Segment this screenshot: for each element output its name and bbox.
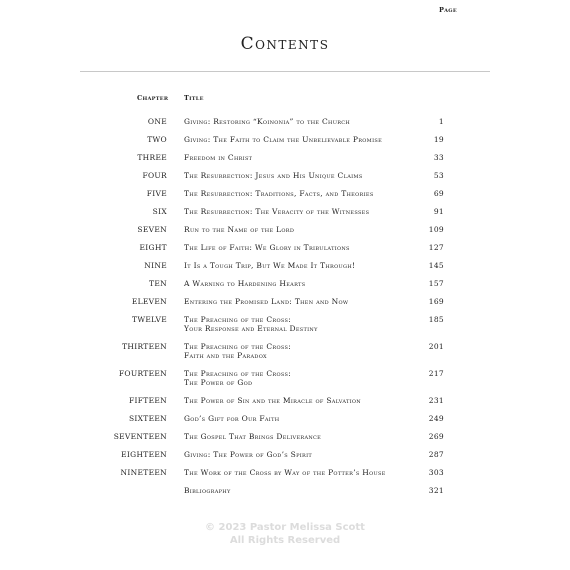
toc-entry <box>0 390 570 408</box>
toc-entry <box>0 408 570 426</box>
chapter-title-line: Freedom in Christ <box>184 153 253 162</box>
page-column-header: Page <box>438 6 457 14</box>
page-number: 127 <box>428 243 444 252</box>
chapter-title-line: Your Response and Eternal Destiny <box>184 324 318 333</box>
chapter-number: SEVEN <box>137 225 167 234</box>
chapter-title <box>184 450 424 459</box>
chapter-number: ONE <box>147 117 167 126</box>
toc-entry <box>0 201 570 219</box>
chapter-title-line: Giving: Restoring “Koinonia” to the Church <box>184 117 351 126</box>
toc-entry <box>0 183 570 201</box>
chapter-title-line: Entering the Promised Land: Then and Now <box>184 297 349 306</box>
chapter-title-line: Faith and the Paradox <box>184 351 267 360</box>
title-divider <box>80 71 490 72</box>
chapter-title-line: The Resurrection: The Veracity of the Witnesses <box>184 207 370 216</box>
chapter-title <box>184 153 424 162</box>
chapter-title <box>184 468 424 477</box>
chapter-title <box>184 225 424 234</box>
page-number: 287 <box>428 450 444 459</box>
chapter-title-line: The Gospel That Brings Deliverance <box>184 432 322 441</box>
toc-entry <box>0 309 570 336</box>
chapter-title-line: The Life of Faith: We Glory in Tribulations <box>184 243 350 252</box>
page-number: 1 <box>438 117 444 126</box>
chapter-column-header: Chapter <box>137 94 169 102</box>
page-number: 249 <box>428 414 444 423</box>
page-number: 69 <box>433 189 444 198</box>
chapter-title-line: Run to the Name of the Lord <box>184 225 295 234</box>
chapter-title-line: Giving: The Power of God’s Spirit <box>184 450 313 459</box>
chapter-title <box>184 315 424 333</box>
chapter-title-line: The Resurrection: Traditions, Facts, and Theories <box>184 189 374 198</box>
chapter-title <box>184 117 424 126</box>
toc-entry <box>0 426 570 444</box>
chapter-title <box>184 207 424 216</box>
toc-entry <box>0 237 570 255</box>
toc-entry <box>0 273 570 291</box>
chapter-title-line: The Preaching of the Cross: <box>184 342 292 351</box>
title-column-header: Title <box>184 94 204 102</box>
chapter-title-line: Bibliography <box>184 486 231 495</box>
chapter-number: EIGHTEEN <box>121 450 167 459</box>
page-number: 303 <box>428 468 444 477</box>
chapter-number: TEN <box>149 279 167 288</box>
chapter-title <box>184 261 424 270</box>
chapter-number: SEVENTEEN <box>113 432 167 441</box>
toc-entry <box>0 165 570 183</box>
toc-entry <box>0 444 570 462</box>
page-number: 169 <box>428 297 444 306</box>
page-number: 145 <box>428 261 444 270</box>
page-number: 91 <box>433 207 444 216</box>
chapter-number: NINE <box>144 261 167 270</box>
chapter-title-line: Giving: The Faith to Claim the Unbelievable Promise <box>184 135 383 144</box>
chapter-number: TWELVE <box>132 315 167 324</box>
chapter-number: NINETEEN <box>120 468 167 477</box>
chapter-title-line: The Preaching of the Cross: <box>184 315 292 324</box>
chapter-title <box>184 297 424 306</box>
chapter-number: ELEVEN <box>131 297 167 306</box>
toc-entry <box>0 147 570 165</box>
chapter-number: FOURTEEN <box>118 369 167 378</box>
chapter-title <box>184 279 424 288</box>
page-number: 231 <box>428 396 444 405</box>
toc-entry <box>0 219 570 237</box>
chapter-number: SIXTEEN <box>128 414 167 423</box>
chapter-number: EIGHT <box>139 243 167 252</box>
page-number: 109 <box>428 225 444 234</box>
chapter-title-line: A Warning to Hardening Hearts <box>184 279 306 288</box>
page-number: 321 <box>428 486 444 495</box>
chapter-title <box>184 369 424 387</box>
chapter-title <box>184 414 424 423</box>
page-number: 217 <box>428 369 444 378</box>
toc-entry <box>0 336 570 363</box>
chapter-title-line: The Resurrection: Jesus and His Unique Claims <box>184 171 363 180</box>
page-number: 19 <box>433 135 444 144</box>
chapter-title <box>184 486 424 495</box>
chapter-number: SIX <box>152 207 167 216</box>
chapter-title-line: The Power of God <box>184 378 253 387</box>
page-number: 185 <box>428 315 444 324</box>
chapter-title-line: It Is a Tough Trip, But We Made It Through! <box>184 261 356 270</box>
toc-entry <box>0 291 570 309</box>
chapter-title-line: The Preaching of the Cross: <box>184 369 292 378</box>
chapter-number: FIFTEEN <box>129 396 167 405</box>
chapter-title <box>184 189 424 198</box>
toc-entry <box>0 462 570 480</box>
toc-entry <box>0 480 570 498</box>
rights-watermark: All Rights Reserved <box>229 535 341 546</box>
page-title: Contents <box>240 34 330 54</box>
chapter-number: THREE <box>137 153 167 162</box>
page-number: 33 <box>433 153 444 162</box>
chapter-title <box>184 243 424 252</box>
chapter-number: TWO <box>147 135 167 144</box>
chapter-title <box>184 171 424 180</box>
chapter-number: FOUR <box>142 171 167 180</box>
toc-entry <box>0 111 570 129</box>
copyright-watermark: © 2023 Pastor Melissa Scott <box>205 522 365 533</box>
page-number: 201 <box>428 342 444 351</box>
page-number: 53 <box>433 171 444 180</box>
toc-entry <box>0 363 570 390</box>
chapter-title <box>184 135 424 144</box>
chapter-title-line: The Work of the Cross by Way of the Potter’s House <box>184 468 386 477</box>
chapter-title <box>184 396 424 405</box>
toc-entry <box>0 255 570 273</box>
page-number: 269 <box>428 432 444 441</box>
chapter-title-line: The Power of Sin and the Miracle of Salvation <box>184 396 361 405</box>
chapter-number: FIVE <box>146 189 167 198</box>
toc-entry <box>0 129 570 147</box>
chapter-title <box>184 432 424 441</box>
chapter-title-line: God’s Gift for Our Faith <box>184 414 280 423</box>
toc-list <box>0 111 570 498</box>
chapter-title <box>184 342 424 360</box>
page-number: 157 <box>428 279 444 288</box>
chapter-number: THIRTEEN <box>122 342 167 351</box>
